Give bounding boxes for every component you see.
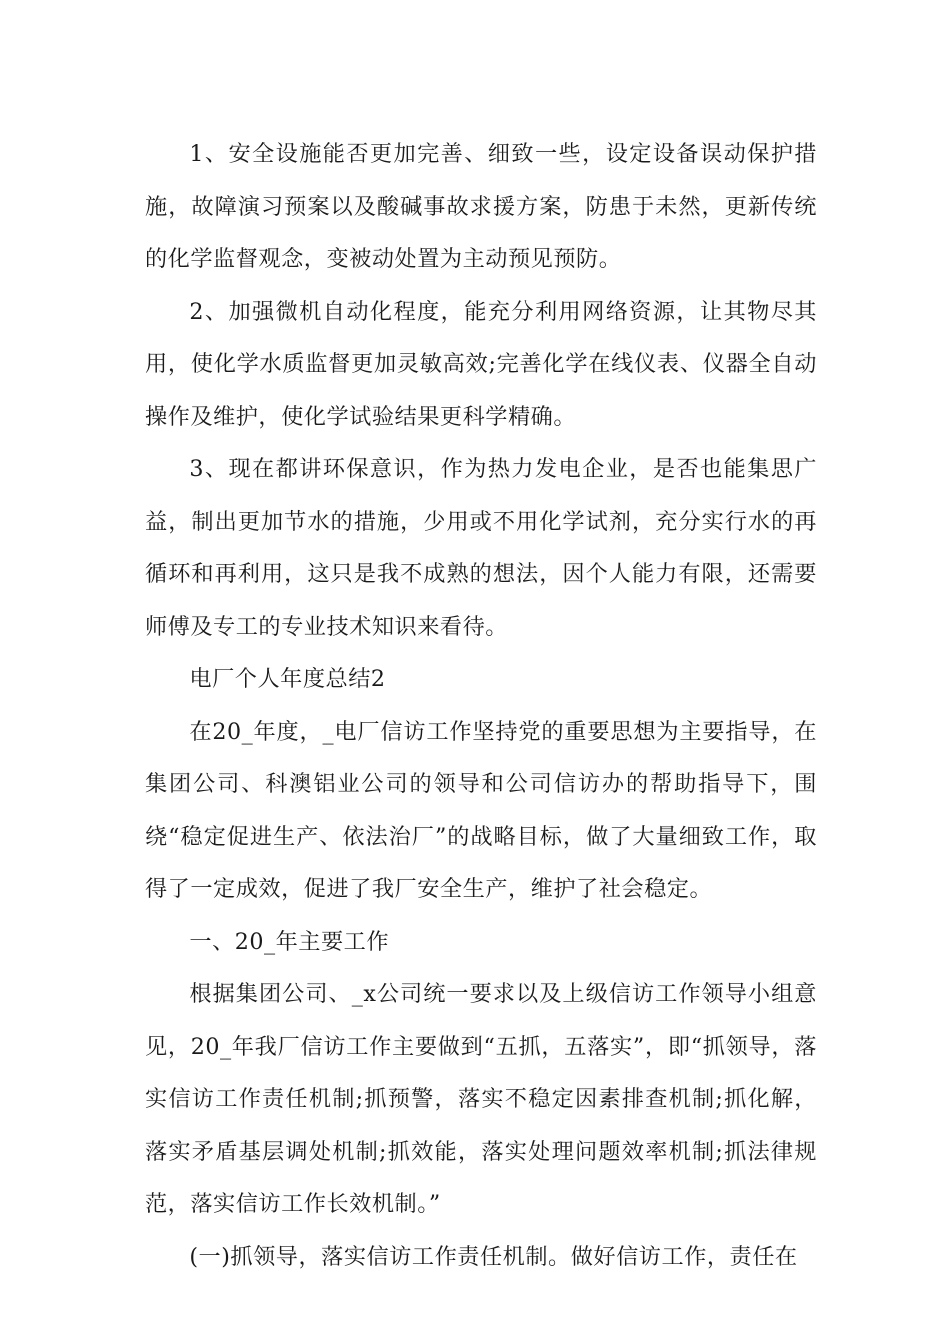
- subsection-heading: 一、20_年主要工作: [189, 928, 390, 955]
- subitem-paragraph: (一)抓领导，落实信访工作责任机制。做好信访工作，责任在: [189, 1243, 798, 1270]
- paragraph-item-3: 3、现在都讲环保意识，作为热力发电企业，是否也能集思广益，制出更加节水的措施，少用或不用化学试剂，充分实行水的再循环和再利用，这只是我不成熟的想法，因个人能力有限，还需要师傅及专工的专业技术知识来看待。: [145, 456, 817, 640]
- paragraph-item-2: 2、加强微机自动化程度，能充分利用网络资源，让其物尽其用，使化学水质监督更加灵敏高效;完善化学在线仪表、仪器全自动操作及维护，使化学试验结果更科学精确。: [145, 298, 817, 430]
- section-title: 电厂个人年度总结2: [189, 666, 386, 692]
- paragraph-item-1: 1、安全设施能否更加完善、细致一些，设定设备误动保护措施，故障演习预案以及酸碱事故求援方案，防患于未然，更新传统的化学监督观念，变被动处置为主动预见预防。: [145, 141, 817, 272]
- main-work-paragraph: 根据集团公司、_x公司统一要求以及上级信访工作领导小组意见，20_年我厂信访工作主要做到“五抓，五落实”，即“抓领导，落实信访工作责任机制;抓预警，落实不稳定因素排查机制;抓化解，落实矛盾基层调处机制;抓效能，落实处理问题效率机制;抓法律规范，落实信访工作长效机制。”: [145, 981, 817, 1217]
- intro-paragraph: 在20_年度，_电厂信访工作坚持党的重要思想为主要指导，在集团公司、科澳铝业公司的领导和公司信访办的帮助指导下，围绕“稳定促进生产、依法治厂”的战略目标，做了大量细致工作，取得了一定成效，促进了我厂安全生产，维护了社会稳定。: [145, 718, 817, 902]
- document-body: [145, 128, 817, 1283]
